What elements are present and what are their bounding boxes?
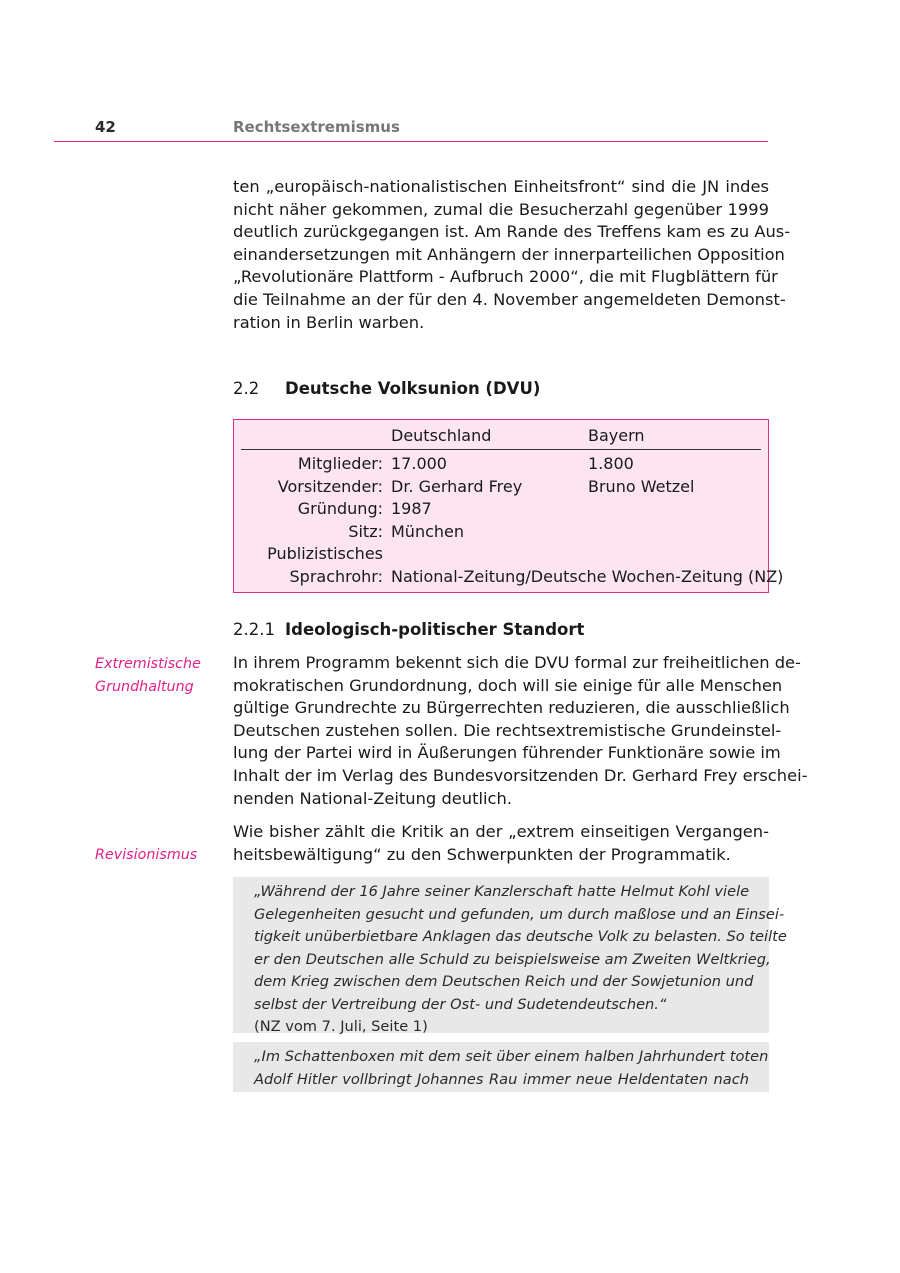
section-number: 2.2.1: [233, 620, 275, 639]
members-bavaria: 1.800: [588, 454, 634, 473]
intro-line: einandersetzungen mit Anhängern der innerparteilichen Opposition: [233, 244, 785, 264]
ideology-line: gültige Grundrechte zu Bürgerrechten reduzieren, die ausschließlich: [233, 698, 790, 718]
page-number: 42: [95, 118, 116, 136]
section-heading-2-2: [233, 379, 540, 398]
quote-source: (NZ vom 7. Juli, Seite 1): [254, 1018, 428, 1035]
quote-line: tigkeit unüberbietbare Anklagen das deutsche Volk zu belasten. So teilte: [254, 928, 787, 945]
quote-line: selbst der Vertreibung der Ost- und Sudetendeutschen.“: [254, 995, 667, 1013]
intro-line: „Revolutionäre Plattform - Aufbruch 2000“, die mit Flugblättern für: [233, 267, 778, 287]
section-title: Deutsche Volksunion (DVU): [285, 379, 541, 398]
fact-box-rule: [241, 449, 761, 450]
seat-value: München: [391, 522, 465, 541]
intro-line: ten „europäisch-nationalistischen Einheitsfront“ sind die JN indes: [233, 177, 769, 196]
intro-line: ration in Berlin warben.: [233, 312, 425, 332]
margin-note-revisionism: Revisionismus: [95, 847, 198, 863]
press-label-line2: Sprachrohr:: [289, 567, 383, 586]
intro-line: deutlich zurückgegangen ist. Am Rande des Treffens kam es zu Aus-: [233, 222, 791, 242]
founded-label: Gründung:: [297, 499, 383, 518]
section-heading-2-2-1: [233, 620, 584, 639]
column-header-germany: Deutschland: [391, 426, 492, 445]
chair-label: Vorsitzender:: [277, 477, 383, 496]
margin-note-line: Extremistische: [95, 656, 201, 672]
quote-line: Adolf Hitler vollbringt Johannes Rau immer neue Heldentaten nach: [254, 1070, 749, 1088]
seat-label: Sitz:: [348, 522, 383, 541]
quote-line: „Im Schattenboxen mit dem seit über einem halben Jahrhundert toten: [254, 1048, 769, 1065]
dvu-fact-box: [233, 419, 784, 593]
quote-line: dem Krieg zwischen dem Deutschen Reich und der Sowjetunion und: [254, 973, 754, 990]
members-label: Mitglieder:: [297, 454, 383, 473]
founded-value: 1987: [391, 499, 432, 518]
section-number: 2.2: [233, 379, 260, 398]
section-title: Ideologisch-politischer Standort: [285, 620, 585, 639]
press-label-line1: Publizistisches: [267, 544, 383, 563]
ideology-line: lung der Partei wird in Äußerungen führender Funktionäre sowie im: [233, 743, 781, 763]
quote-line: Gelegenheiten gesucht und gefunden, um durch maßlose und an Einsei-: [254, 905, 785, 923]
header-rule: [54, 141, 768, 142]
intro-paragraph: [233, 176, 791, 334]
column-header-bavaria: Bayern: [588, 426, 645, 445]
press-value: National-Zeitung/Deutsche Wochen-Zeitung (NZ): [391, 567, 784, 586]
quote-box-kohl: [233, 877, 787, 1035]
ideology-line: In ihrem Programm bekennt sich die DVU formal zur freiheitlichen de-: [233, 653, 801, 672]
revisionism-line: heitsbewältigung“ zu den Schwerpunkten der Programmatik.: [233, 844, 731, 864]
running-title: Rechtsextremismus: [233, 118, 400, 136]
margin-note-line: Grundhaltung: [95, 678, 194, 695]
quote-text: [254, 1046, 769, 1091]
revisionism-paragraph: [233, 821, 769, 866]
intro-line: nicht näher gekommen, zumal die Besucherzahl gegenüber 1999: [233, 199, 769, 219]
ideology-line: nenden National-Zeitung deutlich.: [233, 788, 512, 808]
quote-line: er den Deutschen alle Schuld zu beispielsweise am Zweiten Weltkrieg,: [254, 950, 771, 968]
intro-line: die Teilnahme an der für den 4. November angemeldeten Demonst-: [233, 289, 786, 309]
ideology-line: mokratischen Grundordnung, doch will sie einige für alle Menschen: [233, 675, 783, 695]
quote-box-rau: [233, 1042, 769, 1092]
chair-bavaria: Bruno Wetzel: [588, 477, 695, 496]
revisionism-line: Wie bisher zählt die Kritik an der „extrem einseitigen Vergangen-: [233, 822, 769, 841]
ideology-line: Deutschen zustehen sollen. Die rechtsextremistische Grundeinstel-: [233, 720, 782, 740]
ideology-line: Inhalt der im Verlag des Bundesvorsitzenden Dr. Gerhard Frey erschei-: [233, 765, 808, 785]
margin-note-extremist: [95, 653, 201, 698]
quote-line: „Während der 16 Jahre seiner Kanzlerschaft hatte Helmut Kohl viele: [254, 883, 750, 900]
members-germany: 17.000: [391, 454, 447, 473]
ideology-paragraph: [233, 652, 808, 810]
quote-text: [254, 881, 787, 1016]
chair-germany: Dr. Gerhard Frey: [391, 477, 523, 496]
